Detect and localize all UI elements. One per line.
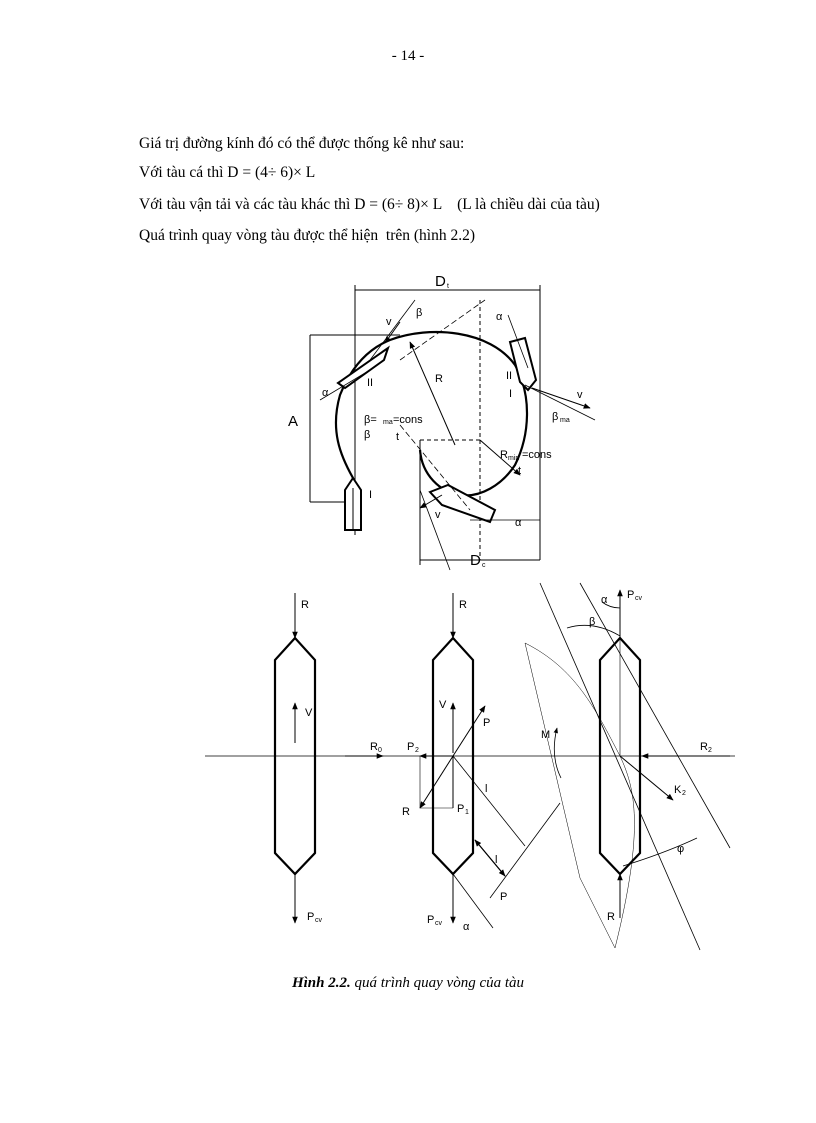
figure-caption <box>0 975 816 992</box>
figure-label: α <box>601 594 608 606</box>
figure-label: R <box>435 373 443 385</box>
figure-label: R <box>370 741 378 753</box>
figure-label: =cons <box>393 414 423 426</box>
figure-label: β <box>416 307 423 319</box>
figure-label: II <box>506 370 513 382</box>
figure-label: t <box>447 283 449 290</box>
label-a: A <box>288 413 299 430</box>
figure-label: P <box>500 891 508 903</box>
figure-label: =cons <box>522 449 552 461</box>
caption-label: Hình 2.2. <box>291 975 351 991</box>
figure-label: I <box>369 489 373 501</box>
figure-label: l <box>485 783 488 795</box>
figure-label: cv <box>435 920 442 927</box>
ship-position-II-left <box>338 348 388 388</box>
figure-label: R <box>459 599 467 611</box>
caption-text: quá trình quay vòng của tàu <box>350 975 525 991</box>
label-dc: D <box>470 552 481 569</box>
force-diagram-figure <box>195 578 740 958</box>
figure-label: v <box>435 509 441 521</box>
figure-label: 0 <box>378 747 382 754</box>
figure-label: min <box>508 455 520 462</box>
figure-label: β <box>589 616 596 628</box>
figure-label: v <box>577 389 583 401</box>
figure-label: α <box>496 311 503 323</box>
figure-label: cv <box>635 595 642 602</box>
figure-label: β <box>364 429 371 441</box>
figure-label: P <box>627 589 635 601</box>
figure-label: ma <box>383 419 393 426</box>
turning-circle-figure <box>270 270 583 570</box>
figure-label: P <box>307 911 315 923</box>
figure-label: cv <box>315 917 322 924</box>
figure-label: V <box>305 707 313 719</box>
figure-label: P <box>427 914 435 926</box>
figure-label: t <box>518 465 522 477</box>
radius-arrow <box>410 342 455 445</box>
figure-label: α <box>463 921 470 933</box>
figure-label: R <box>700 741 708 753</box>
figure-label: P <box>457 803 465 815</box>
figure-label: β= <box>364 414 377 426</box>
figure-label: φ <box>677 843 685 855</box>
page-number: - 14 - <box>391 48 425 64</box>
paragraph-3: Với tàu vận tải và các tàu khác thì D = (6÷ 8)× L (L là chiều dài của tàu) <box>139 196 600 213</box>
figure-label: R <box>301 599 309 611</box>
figure-label: v <box>386 316 392 328</box>
figure-label: P <box>407 741 415 753</box>
figure-label: α <box>515 517 522 529</box>
figure-label: 2 <box>682 790 686 797</box>
figure-label: c <box>482 562 486 569</box>
figure-label: M <box>541 729 551 741</box>
figure-label: K <box>674 784 682 796</box>
paragraph-2: Với tàu cá thì D = (4÷ 6)× L <box>139 164 316 181</box>
figure-label: R <box>500 449 508 461</box>
figure-label: 1 <box>465 809 469 816</box>
figure-label: V <box>439 699 447 711</box>
figure-label: ma <box>560 417 570 424</box>
figure-label: I <box>509 388 513 400</box>
label-dt: D <box>435 273 446 290</box>
paragraph-4: Quá trình quay vòng tàu được thể hiện trên (hình 2.2) <box>139 227 475 244</box>
figure-label: t <box>396 431 400 443</box>
figure-label: β <box>552 411 559 423</box>
figure-label: 2 <box>415 747 419 754</box>
paragraph-1: Giá trị đường kính đó có thể được thống kê như sau: <box>139 135 465 152</box>
figure-label: α <box>322 387 329 399</box>
figure-label: R <box>607 911 615 923</box>
figure-label: R <box>402 806 410 818</box>
figure-label: P <box>483 717 491 729</box>
figure-label: l <box>495 854 498 866</box>
figure-label: 2 <box>708 747 712 754</box>
figure-label: II <box>367 377 374 389</box>
